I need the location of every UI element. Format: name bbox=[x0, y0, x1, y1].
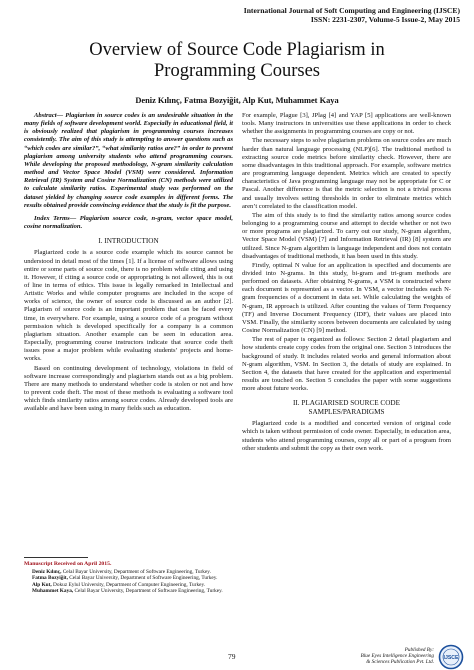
body-paragraph: The necessary steps to solve plagiarism problems on source codes are much harder than natural language processing (NLP)[6]. The traditional method is extracting source code metrics before similarity check. However, there are some disadvantages in this traditional approach. For example, software metrics are programming language dependent. Metrics which are created to specify characteristics of Java programming language may not be appropriate for C or Pascal. Another difference is that the metric selection is not a trivial process and usually involves setting thresholds in order to eliminate metrics which aren’t correlated to the classification model. bbox=[242, 137, 451, 210]
body-paragraph: The aim of this study is to find the similarity ratios among source codes belonging to a programming course and attempt to decide whether or not two or more programs are plagiarized. To carry out our study, N-gram algorithm, Vector Space Model (VSM) [7] and Information Retrieval (IR) [8] system are utilized. Since N-gram algorithm is language independent and does not contain disadvantages of traditional methods, it has been used in this study. bbox=[242, 211, 451, 260]
journal-header bbox=[160, 6, 460, 24]
section2-heading bbox=[242, 399, 451, 416]
body-paragraph: For example, Plague [3], JPlag [4] and YAP [5] applications are well-known tools. Many instructors in universities use these applications in order to check whether the assignments in programming courses are copy or not. bbox=[242, 112, 451, 136]
paper-title-line1: Overview of Source Code Plagiarism in bbox=[89, 40, 385, 60]
body-paragraph: The rest of paper is organized as follows: Section 2 detail plagiarism and how students create copy codes from the original one. Section 3 introduces the background of study. It includes related works and general information about N-gram algorithm, VSM. In Section 3, the details of study are explained. In Section 4, the datasets that have created for the application and experimental results are touched on. Section 5 concludes the paper with some suggestions more about future works. bbox=[242, 336, 451, 393]
right-column bbox=[242, 112, 451, 454]
author-affiliation: Muhammet Kaya, Celal Bayar University, Department of Software Engineering, Turkey. bbox=[32, 588, 223, 594]
publisher-note bbox=[352, 647, 434, 666]
publisher-line: Published By: bbox=[404, 647, 434, 653]
author-affiliation: Deniz Kılınç, Celal Bayar University, Department of Software Engineering, Turkey. bbox=[32, 568, 211, 575]
intro-heading: I. INTRODUCTION bbox=[98, 237, 159, 246]
abstract: Abstract— Plagiarism in source codes is an undesirable situation in the many fields of software development world. Especially in educational field, it is obviously realized that plagiarism in programming courses increases consistently. The aim of this study is attempting to answer questions such as “which codes are similar?”, “what similarity ratios are?” in order to prevent plagiarism among university students who attend programming courses. While developing the proposed methodology, N-gram similarity calculation method and Vector Space Model (VSM) were considered. Information Retrieval (IR) System and Cosine Normalization (CN) methods were utilized to calculate similarity ratios. Experimental study was performed on the dataset yielded by changing source code examples in different forms. The results obtained provide convincing evidence that the study is fit the purpose. bbox=[24, 112, 233, 209]
logo-text: IJSCE bbox=[443, 655, 459, 662]
index-terms: Index Terms— Plagiarism source code, n-gram, vector space model, cosine normalization. bbox=[24, 214, 233, 231]
journal-logo-icon bbox=[438, 644, 464, 670]
author-affiliation: Fatma Bozyiğit, Celal Bayar University, Department of Software Engineering, Turkey. bbox=[32, 575, 218, 581]
footnotes bbox=[24, 561, 233, 595]
paper-title bbox=[20, 40, 454, 82]
paper-title-line2: Programming Courses bbox=[154, 61, 320, 81]
journal-issn: ISSN: 2231-2307, Volume-5 Issue-2, May 2015 bbox=[310, 15, 460, 24]
body-paragraph: Firstly, optimal N value for an application is specified and documents are divided into N-grams. In this study, bi-gram and tri-gram methods are performed on datasets. After obtaining N-grams, a VSM is constructed where each document is represented as a vector. In VSM, a vector includes each N-gram frequencies of a document in data set. While calculating the weights of N-gram, IR approach is utilized. After counting the values of Term Frequency (TF) and Inverse Document Frequency (IDF), their values are placed into VSM. Finally, the similarity scores between documents are calculated by using Cosine Normalization (CN) [9] method. bbox=[242, 261, 451, 335]
footnote-divider bbox=[24, 557, 88, 558]
intro-paragraph: Plagiarized code is a source code example which its source cannot be understood in detail most of the times [1]. If a license of software allows using entire or some parts of source code, there is no problem while citing and using it. However, if citing a source code or appropriating is not allowed, this is out of line in terms of ethics. This issue is legally remarked in Intellectual and Artistic Works and while computer programs are included in the scope of works of science, the owner of source code is discussed as an author [2]. Plagiarism of source code is an important problem that can be faced every time, in everywhere. For example, using a source code of a program without permission which is developed specifically for a company is a common plagiarism situation. Another example can be seen in education area. Especially, programming course instructors indicate that source code theft issues pose a major problem while evaluating students’ projects and home-works. bbox=[24, 249, 233, 363]
intro-paragraph: Based on continuing development of technology, violations in field of software increase correspondingly and plagiarism stands out as a big problem. There are many methods to understand whether code is stolen or not and how to prevent code theft. The most of these methods is evaluating a software tool which finds similarity ratios among source codes. Already developed tools are available and have been using in many fields such as education. bbox=[24, 364, 233, 413]
body-paragraph: Plagiarized code is a modified and concerted version of original code which is taken without permission of code owner. Especially, in education area, students who attend programming courses, copy all or part of a program from other students and submit the copy as their own work. bbox=[242, 420, 451, 452]
left-column bbox=[24, 112, 233, 414]
section2-heading-line2: SAMPLES/PARADIGMS bbox=[308, 407, 385, 416]
section2-heading-line1: II. PLAGIARISED SOURCE CODE bbox=[292, 399, 401, 408]
author-affiliation: Alp Kut, Dokuz Eylul University, Department of Computer Engineering, Turkey. bbox=[32, 581, 206, 588]
publisher-line: Blue Eyes Intelligence Engineering bbox=[360, 653, 434, 660]
author-list: Deniz Kılınç, Fatma Bozyiğit, Alp Kut, Muhammet Kaya bbox=[135, 96, 339, 105]
page-number: 79 bbox=[228, 652, 236, 661]
manuscript-received: Manuscript Received on April 2015. bbox=[24, 561, 112, 567]
publisher-line: & Sciences Publication Pvt. Ltd. bbox=[366, 659, 434, 666]
journal-name: International Journal of Soft Computing and Engineering (IJSCE) bbox=[243, 6, 460, 15]
